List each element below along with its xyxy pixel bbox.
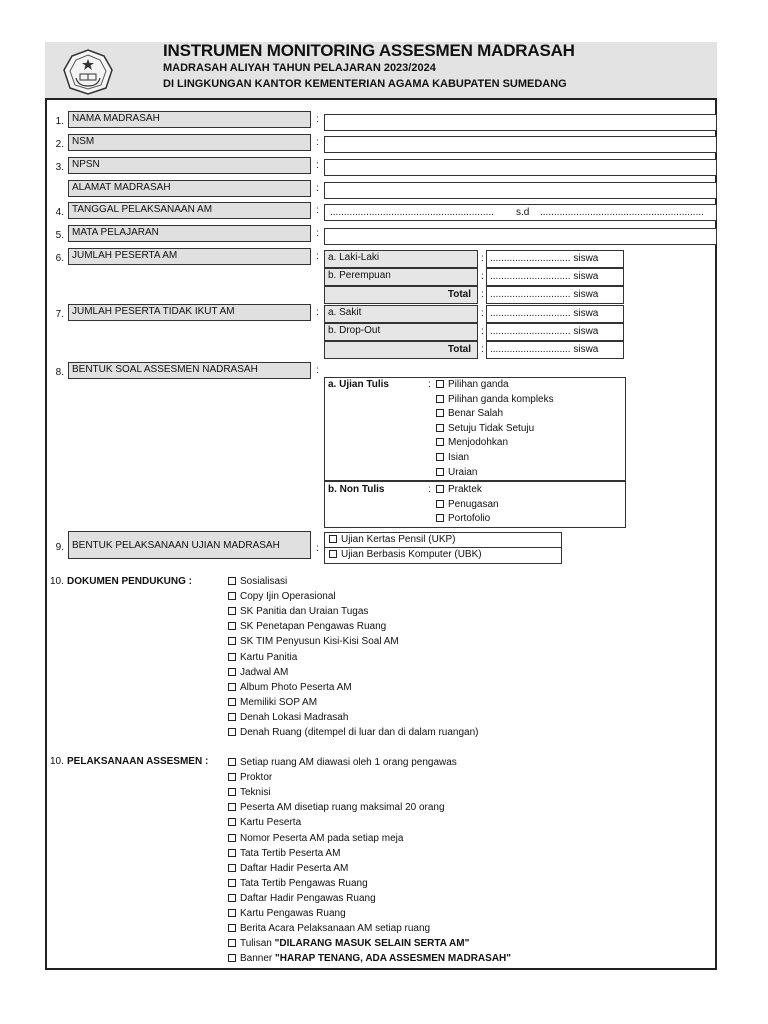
colon: : — [316, 251, 319, 262]
unit-siswa: siswa — [573, 344, 599, 355]
ujian-tulis-label: Menjodohkan — [448, 437, 509, 449]
colon: : — [316, 137, 319, 148]
total-peserta-label: Total — [324, 286, 478, 304]
tanggal-start: ........................................................... — [330, 207, 494, 218]
ujian-tulis-option[interactable] — [436, 394, 554, 405]
label-alamat-madrasah: ALAMAT MADRASAH — [68, 180, 311, 197]
label-bentuk-pelaksanaan: BENTUK PELAKSANAAN UJIAN MADRASAH — [68, 531, 311, 559]
ujian-tulis-label: a. Ujian Tulis — [328, 379, 389, 390]
colon: : — [316, 205, 319, 216]
pelaksanaan-label: Kartu Peserta — [240, 817, 302, 829]
sakit-label: a. Sakit — [324, 305, 478, 323]
value-dots: ............................. — [490, 326, 571, 337]
pelaksanaan-option[interactable] — [228, 757, 457, 768]
checkbox-icon[interactable] — [228, 607, 236, 615]
ujian-tulis-label: Benar Salah — [448, 408, 504, 420]
label-mata-pelajaran: MATA PELAJARAN — [68, 225, 311, 242]
checkbox-icon[interactable] — [228, 879, 236, 887]
ujian-tulis-option[interactable] — [436, 452, 469, 463]
ujian-tulis-label: Pilihan ganda — [448, 379, 509, 390]
pelaksanaan-option[interactable] — [228, 787, 271, 798]
colon: : — [316, 365, 319, 376]
laki-laki-value[interactable] — [486, 250, 624, 268]
pelaksanaan-label: Proktor — [240, 772, 273, 784]
checkbox-icon[interactable] — [329, 550, 337, 558]
item-number: 6. — [55, 253, 64, 264]
colon: : — [316, 307, 319, 318]
label-nsm: NSM — [68, 134, 311, 151]
checkbox-icon[interactable] — [436, 424, 444, 432]
nama-madrasah-field[interactable] — [324, 114, 717, 131]
colon: : — [481, 326, 484, 337]
ukp-option[interactable] — [329, 534, 455, 545]
dokumen-option[interactable] — [228, 727, 478, 738]
banner-text: "HARAP TENANG, ADA ASSESMEN MADRASAH" — [275, 953, 512, 964]
pelaksanaan-label: Nomor Peserta AM pada setiap meja — [240, 832, 404, 844]
label-jumlah-peserta: JUMLAH PESERTA AM — [68, 248, 311, 265]
label-bentuk-soal: BENTUK SOAL ASSESMEN NADRASAH — [68, 362, 311, 379]
label-nama-madrasah: NAMA MADRASAH — [68, 111, 311, 128]
checkbox-icon[interactable] — [228, 637, 236, 645]
checkbox-icon[interactable] — [436, 395, 444, 403]
value-dots: ............................. — [490, 308, 571, 319]
item-number: 2. — [55, 139, 64, 150]
ujian-tulis-label: Setuju Tidak Setuju — [448, 422, 535, 434]
ubk-option[interactable] — [329, 549, 482, 560]
non-tulis-label: Praktek — [448, 484, 482, 495]
colon: : — [481, 344, 484, 355]
checkbox-icon[interactable] — [228, 924, 236, 932]
checkbox-icon[interactable] — [228, 954, 236, 962]
checkbox-icon[interactable] — [436, 514, 444, 522]
unit-siswa: siswa — [573, 253, 599, 264]
dokumen-option[interactable] — [228, 652, 297, 663]
value-dots: ............................. — [490, 271, 571, 282]
pelaksanaan-label: Daftar Hadir Peserta AM — [240, 862, 349, 874]
colon: : — [316, 160, 319, 171]
item-number: 8. — [55, 367, 64, 378]
checkbox-icon[interactable] — [436, 380, 444, 388]
pelaksanaan-label: Teknisi — [240, 787, 271, 799]
perempuan-label: b. Perempuan — [324, 268, 478, 286]
dokumen-label: Denah Ruang (ditempel di luar dan di dalam ruangan) — [240, 727, 479, 738]
checkbox-icon[interactable] — [228, 849, 236, 857]
ujian-tulis-label: Uraian — [448, 466, 478, 478]
checkbox-icon[interactable] — [228, 592, 236, 600]
dokumen-label: SK Panitia dan Uraian Tugas — [240, 606, 369, 618]
dokumen-option[interactable] — [228, 682, 352, 693]
perempuan-value[interactable] — [486, 268, 624, 286]
pelaksanaan-option[interactable] — [228, 923, 430, 934]
pelaksanaan-label: Berita Acara Pelaksanaan AM setiap ruang — [240, 923, 431, 935]
dokumen-label: Sosialisasi — [240, 576, 288, 587]
tanggal-end: ........................................................... — [540, 207, 704, 218]
pelaksanaan-label: Setiap ruang AM diawasi oleh 1 orang pengawas — [240, 757, 457, 768]
value-dots: ............................. — [490, 253, 571, 264]
checkbox-icon[interactable] — [436, 468, 444, 476]
label-tanggal-pelaksanaan: TANGGAL PELAKSANAAN AM — [68, 202, 311, 219]
checkbox-icon[interactable] — [228, 728, 236, 736]
ujian-tulis-option[interactable] — [436, 408, 503, 419]
pelaksanaan-option[interactable] — [228, 863, 348, 874]
section-number: 10. — [50, 756, 64, 767]
item-number: 3. — [55, 162, 64, 173]
divider — [324, 547, 562, 548]
dokumen-label: Denah Lokasi Madrasah — [240, 711, 349, 723]
non-tulis-option[interactable] — [436, 484, 482, 495]
label-peserta-tidak-ikut: JUMLAH PESERTA TIDAK IKUT AM — [68, 304, 311, 321]
colon: : — [481, 253, 484, 264]
tulisan-text: "DILARANG MASUK SELAIN SERTA AM" — [274, 938, 470, 949]
non-tulis-label: Penugasan — [448, 498, 499, 510]
ujian-tulis-option[interactable] — [436, 379, 509, 390]
dropout-value[interactable] — [486, 323, 624, 341]
ujian-tulis-label: Isian — [448, 452, 470, 463]
dokumen-option[interactable] — [228, 591, 336, 602]
pelaksanaan-label: Tata Tertib Peserta AM — [240, 847, 341, 859]
pelaksanaan-option[interactable] — [228, 772, 272, 783]
checkbox-icon[interactable] — [228, 713, 236, 721]
pelaksanaan-option[interactable] — [228, 878, 368, 889]
colon: : — [481, 271, 484, 282]
checkbox-icon[interactable] — [228, 622, 236, 630]
checkbox-icon[interactable] — [436, 500, 444, 508]
value-dots: ............................. — [490, 344, 571, 355]
ubk-label: Ujian Berbasis Komputer (UBK) — [341, 549, 482, 560]
checkbox-icon[interactable] — [436, 453, 444, 461]
checkbox-icon[interactable] — [228, 577, 236, 585]
pelaksanaan-option[interactable] — [228, 908, 346, 919]
non-tulis-label: Portofolio — [448, 513, 491, 525]
dokumen-option[interactable] — [228, 697, 317, 708]
label-npsn: NPSN — [68, 157, 311, 174]
item-number: 5. — [55, 230, 64, 241]
dokumen-pendukung-title: DOKUMEN PENDUKUNG : — [67, 576, 192, 587]
checkbox-icon[interactable] — [228, 803, 236, 811]
colon: : — [428, 484, 431, 495]
dokumen-label: SK Penetapan Pengawas Ruang — [240, 621, 387, 633]
pelaksanaan-option[interactable] — [228, 848, 340, 859]
checkbox-icon[interactable] — [228, 818, 236, 826]
mata-pelajaran-field[interactable] — [324, 228, 717, 245]
item-number: 1. — [55, 116, 64, 127]
form-subtitle-office: DI LINGKUNGAN KANTOR KEMENTERIAN AGAMA KABUPATEN SUMEDANG — [163, 78, 567, 90]
checkbox-icon[interactable] — [228, 668, 236, 676]
pelaksanaan-option[interactable] — [228, 833, 403, 844]
unit-siswa: siswa — [573, 289, 599, 300]
non-tulis-option[interactable] — [436, 513, 490, 524]
checkbox-icon[interactable] — [228, 683, 236, 691]
laki-laki-label: a. Laki-Laki — [324, 250, 478, 268]
dokumen-label: Memiliki SOP AM — [240, 696, 318, 708]
item-number: 4. — [55, 207, 64, 218]
colon: : — [316, 114, 319, 125]
dokumen-option[interactable] — [228, 576, 287, 587]
dokumen-option[interactable] — [228, 621, 386, 632]
colon: : — [481, 289, 484, 300]
dokumen-label: SK TIM Penyusun Kisi-Kisi Soal AM — [240, 636, 399, 648]
total-tidak-ikut-value[interactable] — [486, 341, 624, 359]
checkbox-icon[interactable] — [436, 438, 444, 446]
colon: : — [316, 228, 319, 239]
item-number: 7. — [55, 309, 64, 320]
checkbox-icon[interactable] — [436, 409, 444, 417]
pelaksanaan-label: Daftar Hadir Pengawas Ruang — [240, 892, 376, 904]
npsn-field[interactable] — [324, 159, 717, 176]
checkbox-icon[interactable] — [228, 864, 236, 872]
pelaksanaan-option[interactable] — [228, 817, 301, 828]
checkbox-icon[interactable] — [228, 834, 236, 842]
pelaksanaan-label: Kartu Pengawas Ruang — [240, 908, 346, 919]
dokumen-label: Jadwal AM — [240, 666, 289, 678]
checkbox-icon[interactable] — [228, 758, 236, 766]
sakit-value[interactable] — [486, 305, 624, 323]
unit-siswa: siswa — [573, 271, 599, 282]
ujian-tulis-option[interactable] — [436, 437, 508, 448]
colon: : — [481, 308, 484, 319]
dokumen-option[interactable] — [228, 667, 288, 678]
tanggal-sd: s.d — [516, 207, 530, 218]
form-subtitle: MADRASAH ALIYAH TAHUN PELAJARAN 2023/2024 — [163, 62, 436, 74]
checkbox-icon[interactable] — [228, 653, 236, 661]
pelaksanaan-option[interactable] — [228, 893, 376, 904]
pelaksanaan-label: Tata Tertib Pengawas Ruang — [240, 877, 368, 889]
checkbox-icon[interactable] — [228, 698, 236, 706]
checkbox-icon[interactable] — [228, 788, 236, 796]
total-tidak-ikut-label: Total — [324, 341, 478, 359]
kemenag-logo-icon — [60, 48, 116, 96]
checkbox-icon[interactable] — [228, 909, 236, 917]
alamat-field[interactable] — [324, 182, 717, 199]
dokumen-option[interactable] — [228, 636, 399, 647]
section-number: 10. — [50, 576, 64, 587]
pelaksanaan-label: Peserta AM disetiap ruang maksimal 20 orang — [240, 802, 445, 814]
dokumen-label: Copy Ijin Operasional — [240, 591, 336, 603]
checkbox-icon[interactable] — [228, 894, 236, 902]
dokumen-option[interactable] — [228, 712, 348, 723]
pelaksanaan-assesmen-title: PELAKSANAAN ASSESMEN : — [67, 756, 209, 767]
ukp-label: Ujian Kertas Pensil (UKP) — [341, 534, 456, 545]
ujian-tulis-option[interactable] — [436, 423, 534, 434]
checkbox-icon[interactable] — [329, 535, 337, 543]
total-peserta-value[interactable] — [486, 286, 624, 304]
tulisan-option[interactable] — [228, 938, 469, 949]
nsm-field[interactable] — [324, 136, 717, 153]
checkbox-icon[interactable] — [436, 485, 444, 493]
dokumen-label: Kartu Panitia — [240, 651, 298, 663]
value-dots: ............................. — [490, 289, 571, 300]
dokumen-option[interactable] — [228, 606, 368, 617]
pelaksanaan-option[interactable] — [228, 802, 445, 813]
banner-prefix: Banner — [240, 953, 276, 964]
colon: : — [316, 543, 319, 554]
unit-siswa: siswa — [573, 326, 599, 337]
dokumen-label: Album Photo Peserta AM — [240, 681, 352, 693]
non-tulis-option[interactable] — [436, 499, 499, 510]
checkbox-icon[interactable] — [228, 773, 236, 781]
dropout-label: b. Drop-Out — [324, 323, 478, 341]
unit-siswa: siswa — [573, 308, 599, 319]
tulisan-prefix: Tulisan — [240, 938, 275, 949]
banner-option[interactable] — [228, 953, 511, 964]
ujian-tulis-option[interactable] — [436, 467, 477, 478]
ujian-tulis-label: Pilihan ganda kompleks — [448, 393, 554, 405]
checkbox-icon[interactable] — [228, 939, 236, 947]
colon: : — [316, 183, 319, 194]
item-number: 9. — [55, 542, 64, 553]
non-tulis-label: b. Non Tulis — [328, 484, 385, 495]
form-title: INSTRUMEN MONITORING ASSESMEN MADRASAH — [163, 41, 575, 60]
colon: : — [428, 379, 431, 390]
